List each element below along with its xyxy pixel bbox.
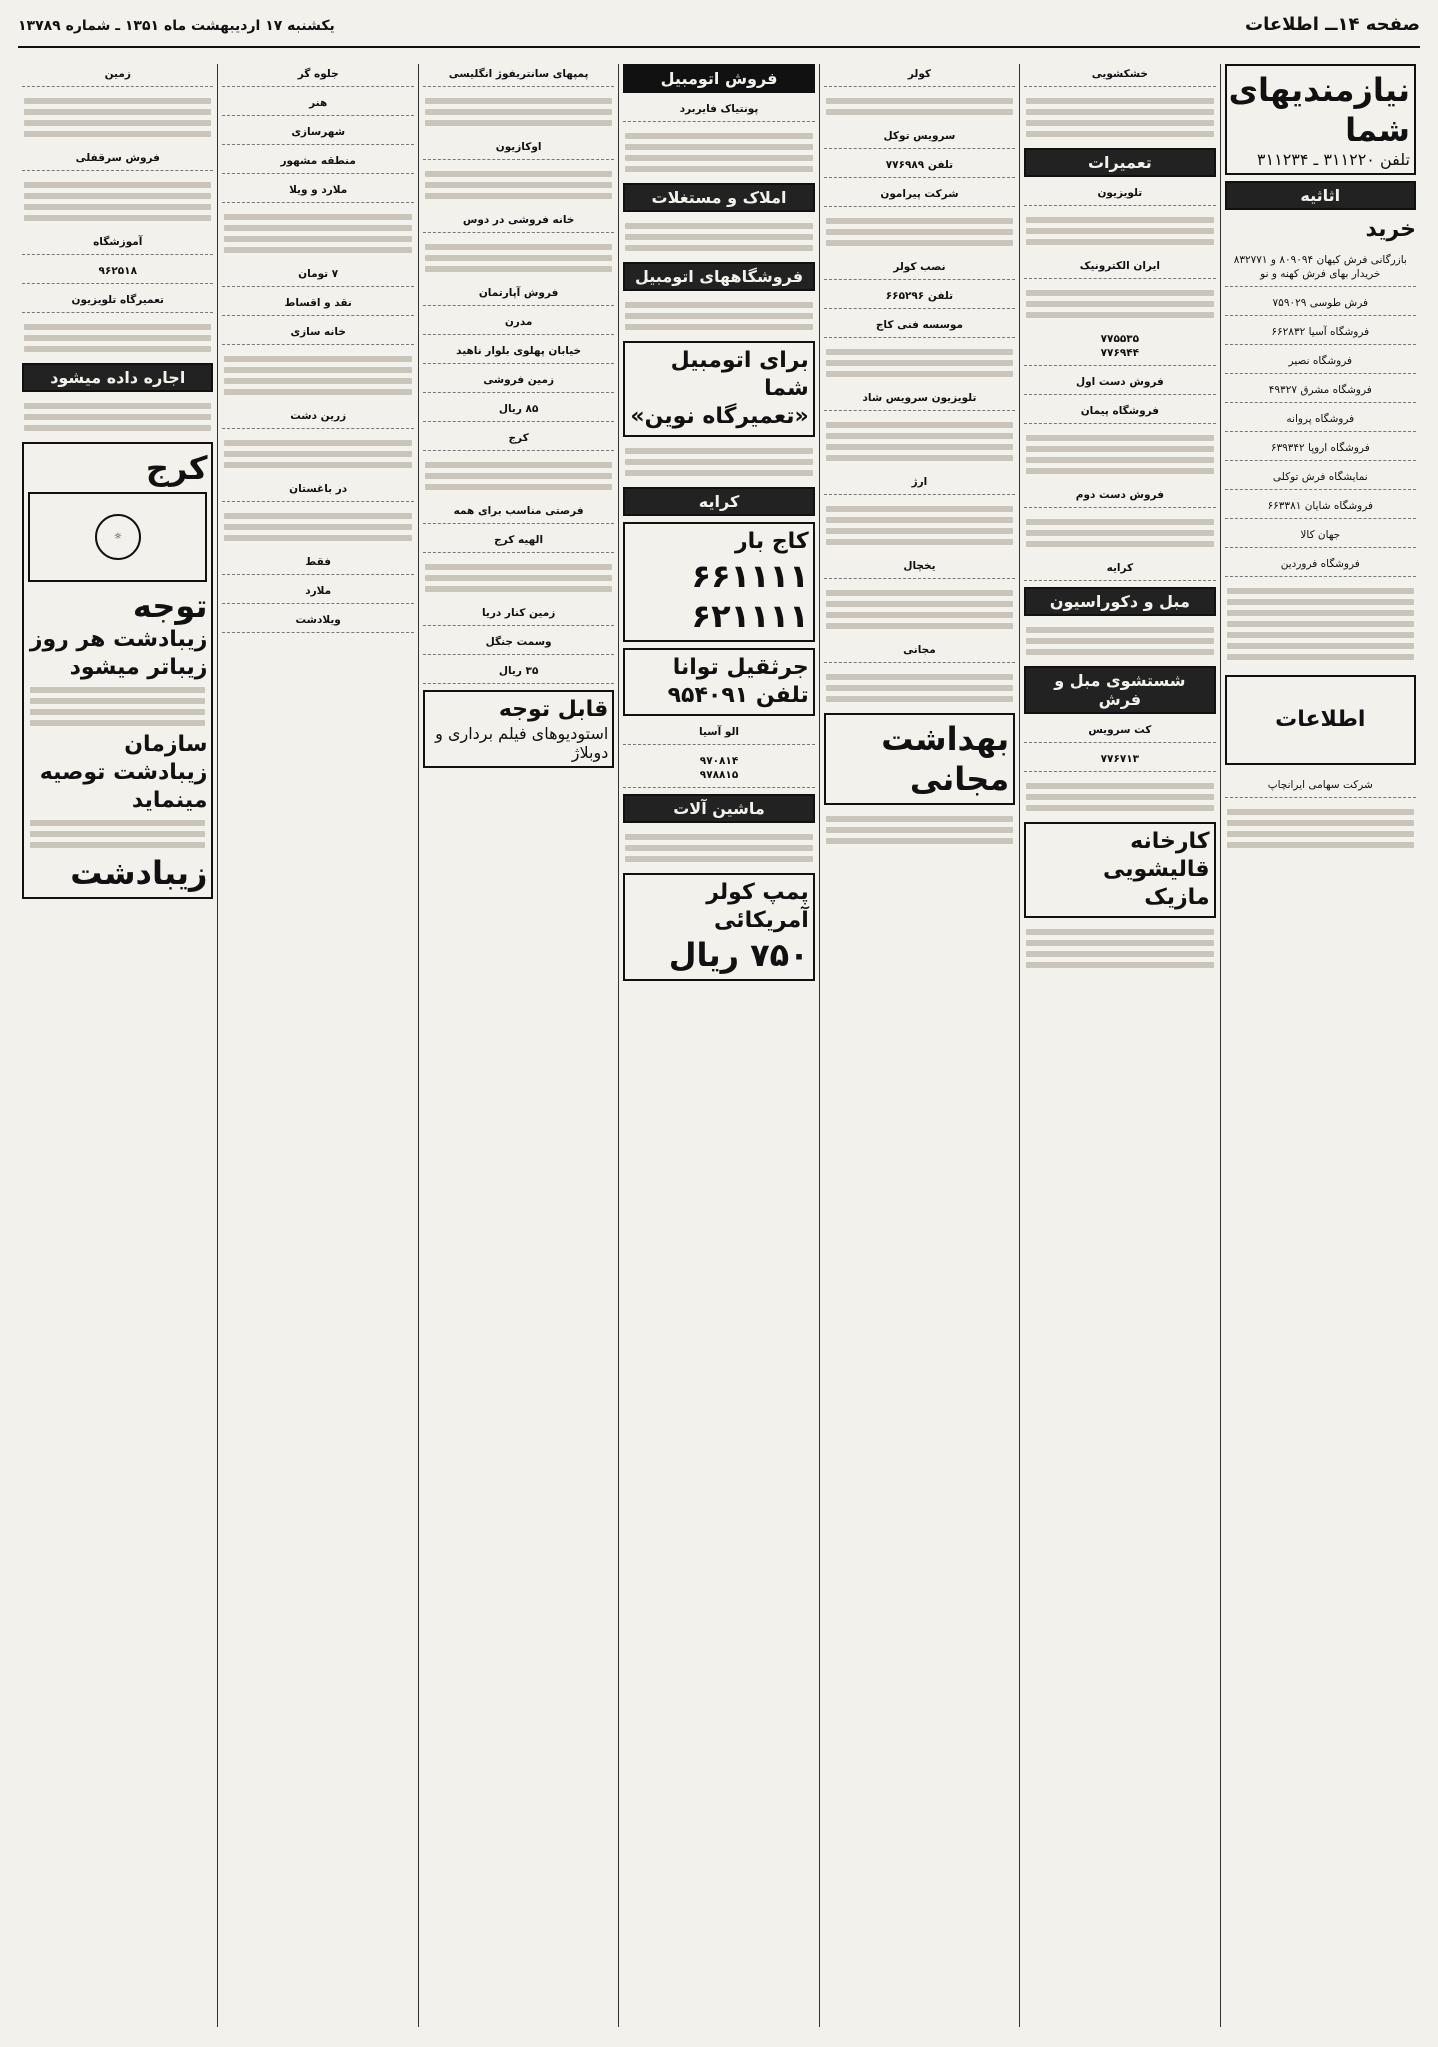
ad-item — [1225, 250, 1416, 287]
ad-heading: «تعمیرگاه نوین» — [630, 404, 809, 429]
ad-fine-print — [623, 443, 814, 481]
ad-fine-print — [423, 93, 614, 131]
column-7 — [18, 64, 217, 2027]
ad-item — [623, 751, 814, 788]
classified-columns — [18, 64, 1420, 2027]
ad-item — [824, 286, 1015, 309]
ad-item — [1024, 401, 1215, 424]
ad-item — [1024, 183, 1215, 206]
ad-heading: خرید — [1365, 217, 1416, 242]
ad-fine-print — [423, 457, 614, 495]
ad-text: جهان کالا — [1300, 529, 1341, 541]
ad-item — [1024, 749, 1215, 772]
ad-item — [423, 632, 614, 655]
ad-fine-print — [423, 239, 614, 277]
section-heading: فروش اتومبیل — [623, 64, 814, 93]
ad-item — [824, 184, 1015, 207]
ad-item — [1225, 322, 1416, 345]
ad-heading: سرویس توکل — [883, 130, 956, 142]
ad-heading: زرین دشت — [290, 410, 347, 422]
ad-fine-print — [28, 820, 207, 848]
ad-heading: تلویزیون — [1097, 187, 1143, 199]
ad-heading: اوکازیون — [495, 141, 542, 153]
ad-fine-print — [22, 93, 213, 142]
ad-fine-print — [824, 93, 1015, 120]
ad-heading: کولر — [907, 68, 932, 80]
ad-fine-print — [1225, 804, 1416, 853]
ad-item — [423, 428, 614, 451]
ad-text: فروشگاه پروانه — [1286, 413, 1355, 425]
page-label: صفحه ۱۴ــ اطلاعات — [1244, 14, 1420, 35]
section-heading: ماشین آلات — [623, 794, 814, 823]
ad-item — [222, 581, 413, 604]
ad-heading: ایران الکترونیک — [1079, 260, 1160, 272]
zibadasht-logo — [28, 492, 207, 582]
ad-heading: ملارد — [305, 585, 332, 597]
ad-text: فروشگاه نصیر — [1288, 355, 1353, 367]
ad-item — [423, 399, 614, 422]
ad-item — [824, 126, 1015, 149]
column-2 — [1019, 64, 1219, 2027]
ad-item — [1225, 775, 1416, 798]
ad-fine-print — [1024, 778, 1215, 816]
ad-heading: الهیه کرج — [494, 534, 544, 546]
ad-item — [22, 290, 213, 313]
ad-phone: تلفن ۶۶۵۲۹۶ — [885, 290, 954, 302]
ad-text: فروشگاه آسیا ۶۶۲۸۳۲ — [1271, 326, 1370, 338]
ad-text: استودیوهای فیلم برداری و دوبلاژ — [435, 724, 609, 762]
ad-item — [1024, 485, 1215, 508]
ad-fine-print — [22, 177, 213, 226]
ad-item — [824, 315, 1015, 338]
ad-heading: زیبادشت — [70, 854, 208, 892]
column-1 — [1220, 64, 1420, 2027]
section-heading: شستشوی مبل و فرش — [1024, 666, 1215, 714]
ad-fine-print — [22, 398, 213, 436]
section-heading: فروشگاههای اتومبیل — [623, 262, 814, 291]
column-5 — [418, 64, 618, 2027]
ad-heading: پونتیاک فایربرد — [679, 103, 759, 115]
ad-item — [423, 64, 614, 87]
ad-item — [222, 122, 413, 145]
ad-item — [623, 99, 814, 122]
ad-heading: فروش دست دوم — [1075, 489, 1164, 501]
classifieds-title: نیازمندیهای شما — [1228, 71, 1410, 149]
ad-price: ۷ تومان — [298, 268, 339, 280]
ad-heading: بهداشت مجانی — [881, 720, 1010, 798]
ad-text: بازرگانی فرش کیهان ۸۰۹۰۹۴ و ۸۳۲۷۷۱ خریدار بهای فرش کهنه و نو — [1233, 254, 1407, 280]
ad-heading: پمپهای سانتریفوژ انگلیسی — [448, 68, 589, 80]
ad-item — [423, 603, 614, 626]
ad-heading: توجه — [132, 587, 208, 625]
date-label: یکشنبه ۱۷ اردیبهشت ماه ۱۳۵۱ ـ شماره ۱۳۷۸۹ — [18, 18, 335, 34]
ad-item — [222, 552, 413, 575]
ad-heading: فروش سرقفلی — [75, 152, 160, 164]
ad-price: ۸۵ ریال — [498, 403, 539, 415]
ad-heading: قابل توجه — [498, 697, 609, 722]
ad-text: نمایشگاه فرش توکلی — [1272, 471, 1368, 483]
ad-heading: فروش آپارتمان — [478, 287, 559, 299]
ad-fine-print — [824, 417, 1015, 466]
ad-item — [222, 406, 413, 429]
ad-text: فرش طوسی ۷۵۹۰۲۹ — [1272, 297, 1369, 309]
ad-heading: ویلادشت — [295, 614, 341, 626]
ad-heading: آموزشگاه — [93, 236, 143, 248]
ad-item — [1225, 380, 1416, 403]
ad-item — [1225, 554, 1416, 577]
ad-fine-print — [824, 501, 1015, 550]
ad-item — [423, 370, 614, 393]
ad-item — [824, 556, 1015, 579]
ad-item — [423, 210, 614, 233]
ad-fine-print — [623, 218, 814, 256]
ad-fine-print — [623, 297, 814, 335]
ad-item — [222, 93, 413, 116]
ad-heading: مجانی — [903, 644, 936, 656]
ad-heading: تعمیرگاه تلویزیون — [71, 294, 164, 306]
ad-phone-big: ۶۲۱۱۱۱ — [691, 597, 809, 635]
ad-fine-print — [1024, 212, 1215, 250]
ad-item — [623, 722, 814, 745]
ad-item — [1225, 525, 1416, 548]
ad-heading: زیبادشت هر روز زیباتر میشود — [29, 627, 208, 680]
ad-item — [1225, 467, 1416, 490]
ad-heading: خیابان پهلوی بلوار ناهید — [456, 345, 582, 357]
ad-heading: پمپ کولر آمریکائی — [706, 880, 809, 933]
ad-item — [1225, 438, 1416, 461]
ad-heading: کرایه — [1106, 562, 1134, 574]
ad-item — [1024, 64, 1215, 87]
ad-heading: سازمان زیبادشت توصیه مینماید — [39, 732, 208, 813]
ad-heading: خشکشویی — [1091, 68, 1148, 80]
ad-item — [1024, 329, 1215, 366]
ad-heading: الو آسیا — [699, 726, 739, 738]
ad-fine-print — [824, 585, 1015, 634]
ad-heading: در باغستان — [289, 483, 348, 495]
section-heading: اثاثیه — [1225, 181, 1416, 210]
ad-item — [423, 501, 614, 524]
ad-text: فروشگاه فروردین — [1280, 558, 1360, 570]
ad-fine-print — [1024, 924, 1215, 973]
ad-logo-text: ارژ — [911, 476, 928, 488]
ad-heading: کت سرویس — [1088, 724, 1152, 736]
ad-item — [222, 293, 413, 316]
section-heading: اجاره داده میشود — [22, 363, 213, 392]
ad-item — [222, 322, 413, 345]
ad-text: فروشگاه مشرق ۴۹۳۲۷ — [1268, 384, 1372, 396]
section-heading: تعمیرات — [1024, 148, 1215, 177]
ad-item — [824, 64, 1015, 87]
ad-fine-print — [28, 687, 207, 726]
ad-item — [222, 180, 413, 203]
ettelaat-logo: اطلاعات — [1225, 675, 1416, 765]
ad-phone-big: ۶۶۱۱۱۱ — [691, 557, 809, 595]
ad-heading: برای اتومبیل شما — [670, 348, 809, 401]
ad-item — [222, 479, 413, 502]
ad-item — [1024, 558, 1215, 581]
ad-heading: منطقه مشهور — [280, 155, 356, 167]
ad-item — [423, 283, 614, 306]
ad-phone-big: ۹۶۲۵۱۸ — [98, 265, 137, 277]
ad-heading: فقط — [305, 556, 332, 568]
ad-heading: یخچال — [903, 560, 936, 572]
ad-fine-print — [1225, 583, 1416, 665]
ad-heading: کرج — [145, 449, 208, 487]
ad-fine-print — [824, 811, 1015, 849]
ad-heading: خانه سازی — [290, 326, 346, 338]
page-header — [18, 14, 1420, 48]
ad-text: فروشگاه شایان ۶۶۳۳۸۱ — [1267, 500, 1374, 512]
ad-item — [423, 661, 614, 684]
ad-heading: کرج — [508, 432, 529, 444]
ad-heading: فروشگاه پیمان — [1080, 405, 1160, 417]
ad-heading: جلوه گر — [297, 68, 339, 80]
ad-price: ۳۵ ریال — [498, 665, 539, 677]
ad-fine-print — [824, 213, 1015, 251]
ad-fine-print — [423, 559, 614, 597]
ad-phone-big: ۹۷۸۸۱۵ — [699, 769, 739, 781]
ad-phone-big: ۷۷۶۷۱۳ — [1100, 753, 1140, 765]
ad-item — [222, 610, 413, 633]
ad-heading: شرکت پیرامون — [880, 188, 959, 200]
ad-heading: جرثقیل توانا — [672, 655, 809, 680]
ad-fine-print — [824, 669, 1015, 707]
ad-fine-print — [623, 829, 814, 867]
ad-phone: تلفن ۹۵۴۰۹۱ — [667, 683, 809, 708]
ad-heading: کارخانه قالیشویی مازیک — [1102, 829, 1210, 910]
ad-heading: فروش دست اول — [1075, 376, 1164, 388]
ad-heading: وسمت جنگل — [485, 636, 552, 648]
ad-fine-print — [1024, 430, 1215, 479]
ad-fine-print — [623, 128, 814, 177]
ad-item — [1225, 293, 1416, 316]
section-heading: مبل و دکوراسیون — [1024, 587, 1215, 616]
ad-heading: هنر — [309, 97, 328, 109]
ad-item — [1024, 720, 1215, 743]
ad-item — [222, 264, 413, 287]
section-heading: املاک و مستغلات — [623, 183, 814, 212]
ad-text: شرکت سهامی ایرانچاپ — [1267, 779, 1373, 791]
ad-heading: زمین کنار دریا — [481, 607, 556, 619]
section-heading: کرایه — [623, 487, 814, 516]
ad-fine-print — [423, 166, 614, 204]
ad-item — [824, 155, 1015, 178]
ad-phone: تلفن ۷۷۶۹۸۹ — [885, 159, 954, 171]
ad-item — [423, 137, 614, 160]
ad-item — [824, 472, 1015, 495]
ad-item — [1024, 372, 1215, 395]
ad-item — [22, 261, 213, 284]
ad-item — [1225, 409, 1416, 432]
ad-item — [423, 312, 614, 335]
stamp-icon: ☼ — [95, 514, 141, 560]
ad-heading: مدرن — [504, 316, 533, 328]
ad-item — [1225, 496, 1416, 519]
ad-item — [824, 257, 1015, 280]
ad-heading: خانه فروشی در دوس — [462, 214, 575, 226]
ad-phone-big: ۷۷۵۵۳۵ — [1100, 333, 1140, 345]
column-3 — [819, 64, 1019, 2027]
ad-item — [1225, 351, 1416, 374]
ad-item — [824, 388, 1015, 411]
ad-heading: شهرسازی — [291, 126, 346, 138]
ad-item — [1024, 256, 1215, 279]
ad-item — [423, 341, 614, 364]
ad-fine-print — [222, 508, 413, 546]
ad-item — [824, 640, 1015, 663]
ad-fine-print — [222, 209, 413, 258]
column-6 — [217, 64, 417, 2027]
ad-fine-print — [1024, 622, 1215, 660]
ad-item — [222, 64, 413, 87]
ad-heading: ملارد و ویلا — [289, 184, 348, 196]
ad-heading: نقد و اقساط — [284, 297, 352, 309]
ad-heading: تلویزیون سرویس شاد — [862, 392, 977, 404]
ad-item — [423, 530, 614, 553]
ad-item — [222, 151, 413, 174]
ad-fine-print — [824, 344, 1015, 382]
ad-fine-print — [1024, 93, 1215, 142]
ad-item — [22, 232, 213, 255]
ad-fine-print — [1024, 514, 1215, 552]
ad-heading: زمین فروشی — [483, 374, 555, 386]
ad-phone-big: ۹۷۰۸۱۴ — [699, 755, 739, 767]
ad-fine-print — [22, 319, 213, 357]
ad-heading: فرصتی مناسب برای همه — [453, 505, 584, 517]
ad-heading: زمین — [104, 68, 131, 80]
ad-price: ۷۵۰ ریال — [668, 936, 809, 974]
classifieds-phone: تلفن ۳۱۱۲۲۰ ـ ۳۱۱۲۳۴ — [1256, 150, 1410, 169]
ad-heading: نصب کولر — [893, 261, 946, 273]
ad-item — [22, 64, 213, 87]
ad-text: فروشگاه اروپا ۶۳۹۳۴۲ — [1270, 442, 1370, 454]
ad-fine-print — [1024, 285, 1215, 323]
ad-heading: موسسه فنی کاج — [875, 319, 964, 331]
ad-fine-print — [222, 351, 413, 400]
ad-fine-print — [222, 435, 413, 473]
ad-item — [22, 148, 213, 171]
column-4 — [618, 64, 818, 2027]
ad-heading: کاج بار — [734, 529, 809, 554]
ad-phone-big: ۷۷۶۹۴۴ — [1100, 347, 1140, 359]
